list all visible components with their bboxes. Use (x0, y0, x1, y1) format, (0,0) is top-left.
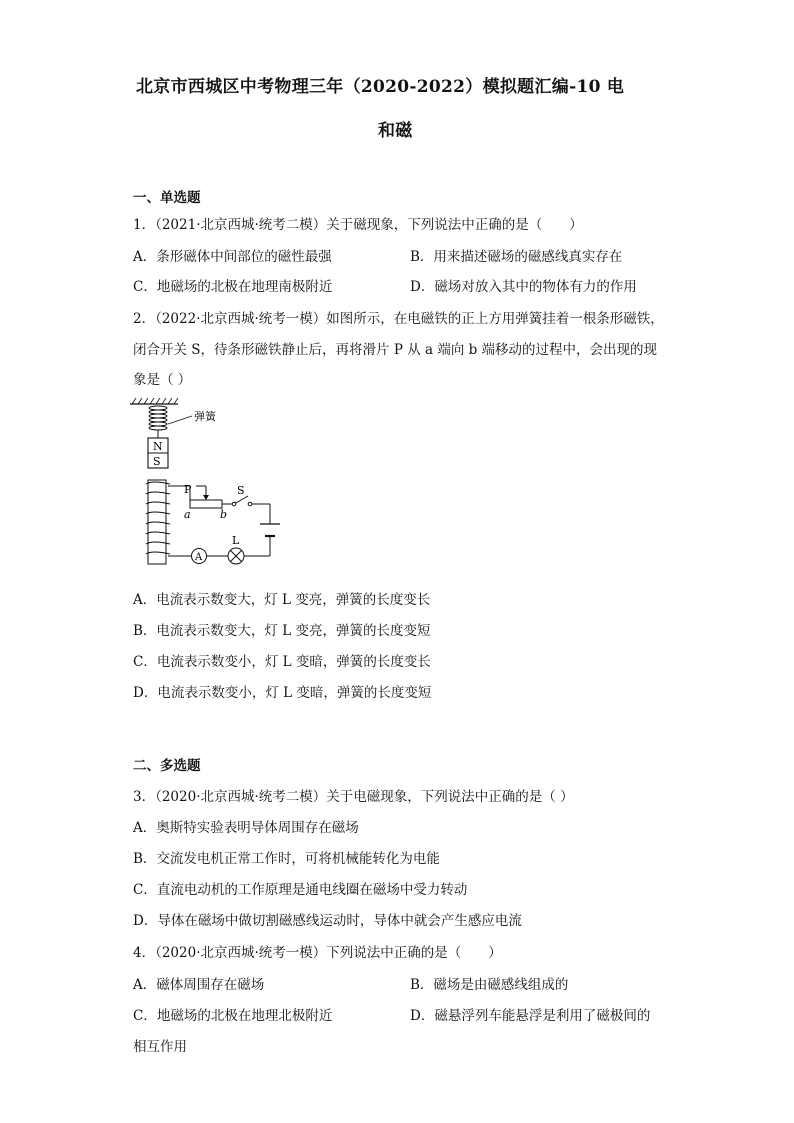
question-3-stem: 3．（2020·北京西城·统考二模）关于电磁现象，下列说法中正确的是（ ） (133, 789, 574, 805)
question-2-option-d: D．电流表示数变小，灯 L 变暗，弹簧的长度变短 (133, 685, 432, 701)
question-3-option-b: B．交流发电机正常工作时，可将机械能转化为电能 (133, 851, 440, 867)
question-2-option-c: C．电流表示数变小，灯 L 变暗，弹簧的长度变长 (133, 654, 431, 670)
spring-coil (149, 406, 167, 410)
question-4-option-b: B．磁场是由磁感线组成的 (410, 977, 569, 993)
question-3-option-d: D．导体在磁场中做切割磁感线运动时，导体中就会产生感应电流 (133, 913, 522, 929)
rheostat (190, 500, 222, 508)
spring-label: 弹簧 (194, 410, 216, 423)
switch-contact (248, 502, 252, 506)
question-2-option-b: B．电流表示数变大，灯 L 变亮，弹簧的长度变短 (133, 623, 431, 639)
spring-coil (149, 410, 167, 414)
question-2-stem-line2: 闭合开关 S，待条形磁铁静止后，再将滑片 P 从 a 端向 b 端移动的过程中，会出现的现 (133, 342, 658, 358)
question-4-option-d-line2: 相互作用 (133, 1039, 187, 1055)
spring-coil (149, 418, 167, 422)
slider-p-label: P (184, 483, 192, 496)
spring-coil (149, 426, 167, 430)
lamp-label: L (232, 534, 240, 547)
section-heading-multiple-choice: 二、多选题 (133, 758, 201, 774)
question-2-stem-line1: 2．（2022·北京西城·统考一模）如图所示，在电磁铁的正上方用弹簧挂着一根条形磁铁， (133, 311, 664, 327)
electromagnet-circuit-figure (130, 396, 290, 576)
spring-coil (149, 414, 167, 418)
magnet-south-label: S (153, 455, 161, 468)
question-2-option-a: A．电流表示数变大，灯 L 变亮，弹簧的长度变长 (133, 592, 431, 608)
document-title-line2: 和磁 (378, 121, 413, 141)
question-1-option-b: B．用来描述磁场的磁感线真实存在 (410, 249, 623, 265)
question-4-option-c: C．地磁场的北极在地理北极附近 (133, 1008, 333, 1024)
question-4-option-d-line1: D．磁悬浮列车能悬浮是利用了磁极间的 (410, 1008, 651, 1024)
switch-contact (232, 502, 236, 506)
question-4-stem: 4．（2020·北京西城·统考一模）下列说法中正确的是（ ） (133, 945, 502, 961)
document-title-line1: 北京市西城区中考物理三年（2020-2022）模拟题汇编-10 电 (136, 77, 625, 97)
section-heading-single-choice: 一、单选题 (133, 190, 201, 206)
question-3-option-a: A．奥斯特实验表明导体周围存在磁场 (133, 820, 359, 836)
question-4-option-a: A．磁体周围存在磁场 (133, 977, 265, 993)
ammeter-label: A (195, 552, 203, 563)
switch-s-label: S (237, 484, 245, 497)
end-a-label: a (184, 508, 191, 521)
question-1-option-a: A．条形磁体中间部位的磁性最强 (133, 249, 332, 265)
spring-coil (149, 422, 167, 426)
magnet-north-label: N (153, 440, 163, 453)
question-2-stem-line3: 象是（ ） (133, 372, 192, 388)
question-1-option-d: D．磁场对放入其中的物体有力的作用 (410, 279, 637, 295)
question-3-option-c: C．直流电动机的工作原理是通电线圈在磁场中受力转动 (133, 882, 468, 898)
question-1-option-c: C．地磁场的北极在地理南极附近 (133, 279, 333, 295)
end-b-label: b (220, 508, 228, 521)
question-1-stem: 1．（2021·北京西城·统考二模）关于磁现象，下列说法中正确的是（ ） (133, 217, 583, 233)
